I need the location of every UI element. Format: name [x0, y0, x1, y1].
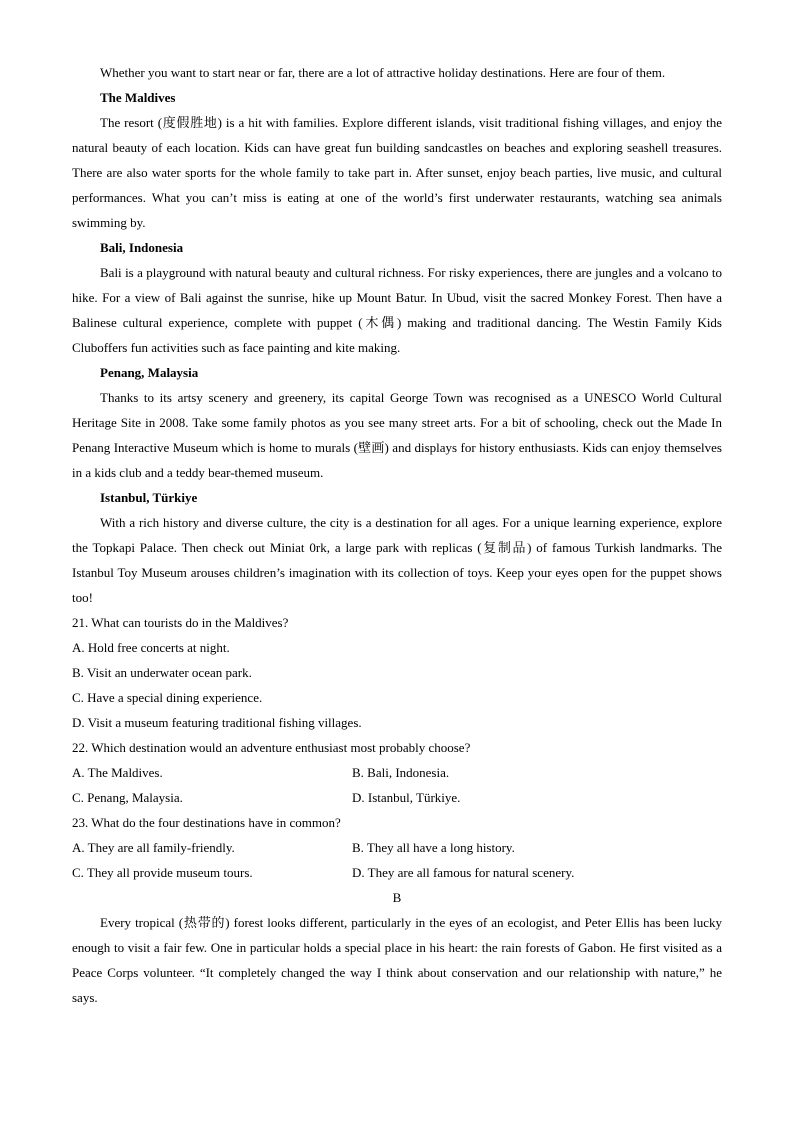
- question-22-option-d: D. Istanbul, Türkiye.: [352, 790, 461, 805]
- question-22-options-row-2: [72, 785, 722, 810]
- question-21-option-a: A. Hold free concerts at night.: [72, 640, 230, 655]
- question-23-options-row-1: [72, 835, 722, 860]
- section-heading-bali: Bali, Indonesia: [100, 240, 184, 255]
- question-22-option-a: A. The Maldives.: [72, 765, 163, 780]
- question-23-option-d: D. They are all famous for natural scenery.: [352, 865, 575, 880]
- question-23-option-c: C. They all provide museum tours.: [72, 865, 253, 880]
- question-22-stem: 22. Which destination would an adventure enthusiast most probably choose?: [72, 740, 471, 755]
- intro-paragraph: Whether you want to start near or far, there are a lot of attractive holiday destinations. Here are four of them.: [100, 65, 666, 80]
- question-22-option-c: C. Penang, Malaysia.: [72, 790, 183, 805]
- section-heading-istanbul: Istanbul, Türkiye: [100, 490, 198, 505]
- section-text-bali: Bali is a playground with natural beauty and cultural richness. For risky experiences, there are jungles and a volcano to hike. For a view of Bali against the sunrise, hike up Mount Batur. In Ubud, visit the sacred Monkey Forest. Then have a Balinese cultural experience, complete with puppet (木偶) making and traditional dancing. The Westin Family Kids Cluboffers fun activities such as face painting and kite making.: [72, 265, 722, 355]
- section-text-maldives: The resort (度假胜地) is a hit with families. Explore different islands, visit traditional fishing villages, and enjoy the natural beauty of each location. Kids can have great fun building sandcastles on beaches and exploring seashell treasures. There are also water sports for the whole family to take part in. After sunset, enjoy beach parties, live music, and cultural performances. What you can’t miss is eating at one of the world’s first underwater restaurants, watching sea animals swimming by.: [72, 115, 722, 230]
- part-b-label: B: [392, 890, 402, 905]
- part-b-paragraph: Every tropical (热带的) forest looks different, particularly in the eyes of an ecologist, and Peter Ellis has been lucky enough to visit a fair few. One in particular holds a special place in his heart: the rain forests of Gabon. He first visited as a Peace Corps volunteer. “It completely changed the way I think about conservation and our relationship with nature,” he says.: [72, 915, 722, 1005]
- question-23-options-row-2: [72, 860, 722, 885]
- question-22-options-row-1: [72, 760, 722, 785]
- question-22-option-b: B. Bali, Indonesia.: [352, 765, 450, 780]
- question-23-option-a: A. They are all family-friendly.: [72, 840, 235, 855]
- question-23-stem: 23. What do the four destinations have in common?: [72, 815, 341, 830]
- document-page: [72, 60, 722, 1010]
- question-23-option-b: B. They all have a long history.: [352, 840, 515, 855]
- section-heading-penang: Penang, Malaysia: [100, 365, 199, 380]
- question-21-option-c: C. Have a special dining experience.: [72, 690, 263, 705]
- question-21-option-b: B. Visit an underwater ocean park.: [72, 665, 252, 680]
- section-heading-maldives: The Maldives: [100, 90, 176, 105]
- section-text-penang: Thanks to its artsy scenery and greenery, its capital George Town was recognised as a UNESCO World Cultural Heritage Site in 2008. Take some family photos as you see many street arts. For a bit of schooling, check out the Made In Penang Interactive Museum which is home to murals (壁画) and displays for history enthusiasts. Kids can enjoy themselves in a kids club and a teddy bear-themed museum.: [72, 390, 722, 480]
- question-21-option-d: D. Visit a museum featuring traditional fishing villages.: [72, 715, 362, 730]
- section-text-istanbul: With a rich history and diverse culture, the city is a destination for all ages. For a unique learning experience, explore the Topkapi Palace. Then check out Miniat 0rk, a large park with replicas (复制品) of famous Turkish landmarks. The Istanbul Toy Museum arouses children’s imagination with its collection of toys. Keep your eyes open for the puppet shows too!: [72, 515, 722, 605]
- question-21-stem: 21. What can tourists do in the Maldives?: [72, 615, 289, 630]
